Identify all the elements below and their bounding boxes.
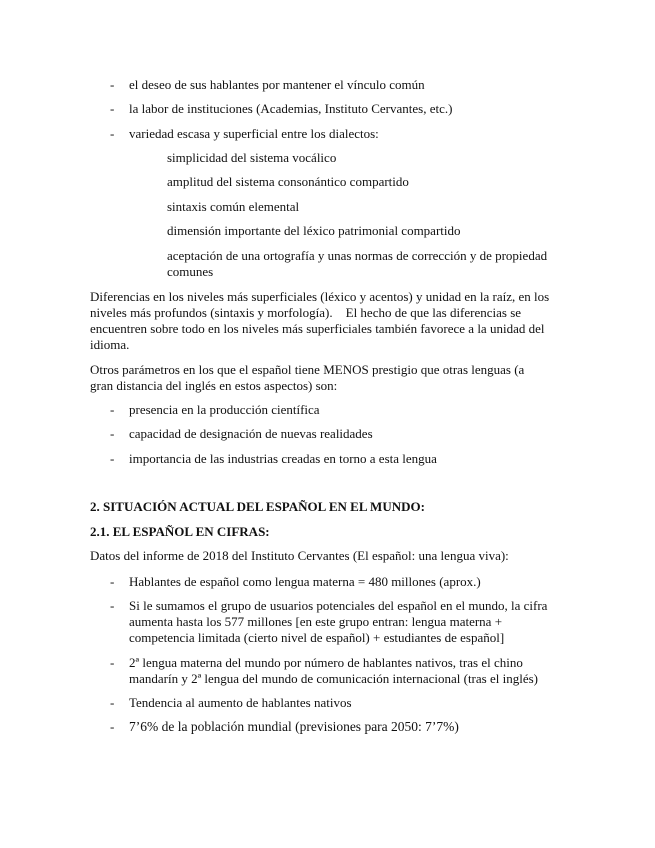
- paragraph-differences: Diferencias en los niveles más superficiales (léxico y acentos) y unidad en la raíz, en los niveles más profundos (sintaxis y morfología). El hecho de que las diferencias se encuentren sobre todo en los niveles más superficiales también favorece a la unidad del idioma.: [90, 289, 553, 352]
- subsection-heading: 2.1. EL ESPAÑOL EN CIFRAS:: [90, 524, 270, 539]
- paragraph-data-source: Datos del informe de 2018 del Instituto Cervantes (El español: una lengua viva):: [90, 548, 509, 563]
- list-item-text: la labor de instituciones (Academias, Instituto Cervantes, etc.): [129, 101, 453, 116]
- list-item-text: el deseo de sus hablantes por mantener el vínculo común: [129, 77, 425, 92]
- dash-marker: -: [110, 655, 115, 670]
- dash-marker: -: [110, 77, 115, 92]
- sub-list-item: amplitud del sistema consonántico compartido: [167, 174, 409, 189]
- dash-marker: -: [110, 695, 115, 710]
- dash-marker: -: [110, 402, 115, 417]
- dash-marker: -: [110, 101, 115, 116]
- list-item-text: 7’6% de la población mundial (previsiones para 2050: 7’7%): [129, 719, 459, 734]
- section-heading: 2. SITUACIÓN ACTUAL DEL ESPAÑOL EN EL MUNDO:: [90, 499, 425, 514]
- dash-marker: -: [110, 719, 115, 734]
- dash-marker: -: [110, 451, 115, 466]
- sub-list-item: sintaxis común elemental: [167, 199, 300, 214]
- dash-marker: -: [110, 598, 115, 613]
- list-item-text: Hablantes de español como lengua materna = 480 millones (aprox.): [129, 574, 481, 589]
- list-item-text: variedad escasa y superficial entre los dialectos:: [129, 126, 379, 141]
- dash-marker: -: [110, 574, 115, 589]
- sub-list-item: simplicidad del sistema vocálico: [167, 150, 337, 165]
- sub-list-item: dimensión importante del léxico patrimonial compartido: [167, 223, 461, 238]
- list-item-text: 2ª lengua materna del mundo por número de hablantes nativos, tras el chino mandarín y 2ª lengua del mundo de comunicación internacional (tras el inglés): [129, 655, 538, 686]
- dash-marker: -: [110, 126, 115, 141]
- sub-list-item: aceptación de una ortografía y unas normas de corrección y de propiedad comunes: [167, 248, 548, 279]
- dash-marker: -: [110, 426, 115, 441]
- list-item-text: importancia de las industrias creadas en torno a esta lengua: [129, 451, 437, 466]
- list-item-text: Si le sumamos el grupo de usuarios potenciales del español en el mundo, la cifra aumenta hasta los 577 millones [en este grupo entran: lengua materna + competencia limitada (cierto nivel de español) + estudiantes de español]: [129, 598, 548, 645]
- list-item-text: presencia en la producción científica: [129, 402, 320, 417]
- paragraph-prestige: Otros parámetros en los que el español tiene MENOS prestigio que otras lenguas (a gran distancia del inglés en estos aspectos) son:: [90, 362, 525, 393]
- list-item-text: capacidad de designación de nuevas realidades: [129, 426, 373, 441]
- list-item-text: Tendencia al aumento de hablantes nativos: [129, 695, 352, 710]
